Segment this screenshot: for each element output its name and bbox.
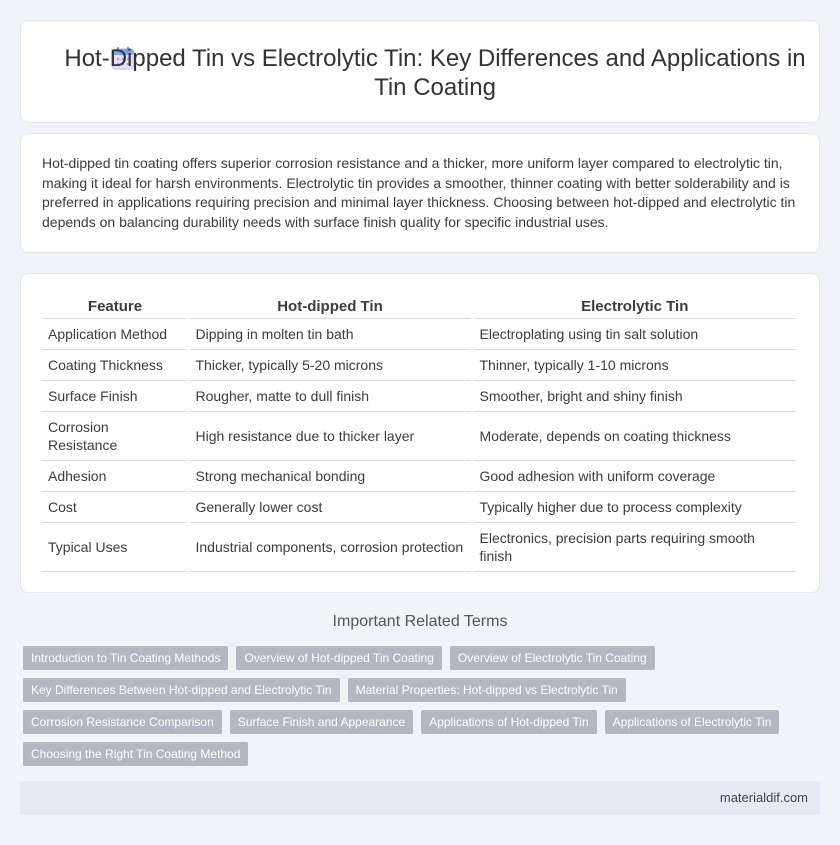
table-cell: Thicker, typically 5-20 microns — [188, 349, 472, 380]
table-cell: Typical Uses — [42, 522, 188, 571]
comparison-table-card — [20, 273, 820, 593]
title-card — [20, 20, 820, 123]
table-cell: High resistance due to thicker layer — [188, 411, 472, 460]
table-cell: Generally lower cost — [188, 491, 472, 522]
table-row — [42, 522, 798, 571]
related-term-tag[interactable]: Overview of Hot-dipped Tin Coating — [236, 646, 441, 670]
table-cell: Corrosion Resistance — [42, 411, 188, 460]
related-terms-heading: Important Related Terms — [332, 613, 508, 630]
footer — [20, 781, 820, 815]
column-header-electrolytic: Electrolytic Tin — [472, 296, 798, 318]
comparison-table — [42, 296, 799, 572]
table-cell: Dipping in molten tin bath — [188, 318, 472, 349]
table-header-row — [42, 296, 798, 318]
table-row — [42, 491, 798, 522]
table-row — [42, 411, 798, 460]
related-term-tag[interactable]: Applications of Electrolytic Tin — [605, 710, 780, 734]
table-cell: Surface Finish — [42, 380, 188, 411]
related-term-tag[interactable]: Choosing the Right Tin Coating Method — [23, 742, 248, 766]
table-cell: Strong mechanical bonding — [188, 460, 472, 491]
table-cell: Industrial components, corrosion protection — [188, 522, 472, 571]
related-term-tag[interactable]: Applications of Hot-dipped Tin — [421, 710, 596, 734]
table-cell: Good adhesion with uniform coverage — [472, 460, 798, 491]
related-terms-list — [23, 646, 813, 766]
table-cell: Adhesion — [42, 460, 188, 491]
related-term-tag[interactable]: Surface Finish and Appearance — [230, 710, 413, 734]
table-cell: Application Method — [42, 318, 188, 349]
related-term-tag[interactable]: Key Differences Between Hot-dipped and Electrolytic Tin — [23, 678, 340, 702]
table-cell: Electroplating using tin salt solution — [472, 318, 798, 349]
table-row — [42, 460, 798, 491]
intro-paragraph: Hot-dipped tin coating offers superior corrosion resistance and a thicker, more uniform layer compared to electrolytic tin, making it ideal for harsh environments. Electrolytic tin provides a smoother, thinner coating with better solderability and is preferred in applications requiring precision and minimal layer thickness. Choosing between hot-dipped and electrolytic tin depends on balancing durability needs with surface finish quality for specific industrial uses. — [42, 155, 796, 230]
table-cell: Thinner, typically 1-10 microns — [472, 349, 798, 380]
table-cell: Smoother, bright and shiny finish — [472, 380, 798, 411]
footer-site-link[interactable]: materialdif.com — [719, 790, 808, 805]
column-header-feature: Feature — [42, 296, 188, 318]
related-term-tag[interactable]: Introduction to Tin Coating Methods — [23, 646, 228, 670]
table-cell: Coating Thickness — [42, 349, 188, 380]
related-term-tag[interactable]: Corrosion Resistance Comparison — [23, 710, 222, 734]
intro-card — [20, 133, 820, 253]
page-title: Hot-Dipped Tin vs Electrolytic Tin: Key Differences and Applications in Tin Coating — [64, 45, 806, 101]
table-cell: Moderate, depends on coating thickness — [472, 411, 798, 460]
column-header-hot-dipped: Hot-dipped Tin — [188, 296, 472, 318]
table-cell: Rougher, matte to dull finish — [188, 380, 472, 411]
table-cell: Cost — [42, 491, 188, 522]
table-row — [42, 380, 798, 411]
related-term-tag[interactable]: Overview of Electrolytic Tin Coating — [450, 646, 655, 670]
table-row — [42, 349, 798, 380]
related-term-tag[interactable]: Material Properties: Hot-dipped vs Electrolytic Tin — [348, 678, 626, 702]
table-cell: Typically higher due to process complexity — [472, 491, 798, 522]
table-row — [42, 318, 798, 349]
table-cell: Electronics, precision parts requiring smooth finish — [472, 522, 798, 571]
